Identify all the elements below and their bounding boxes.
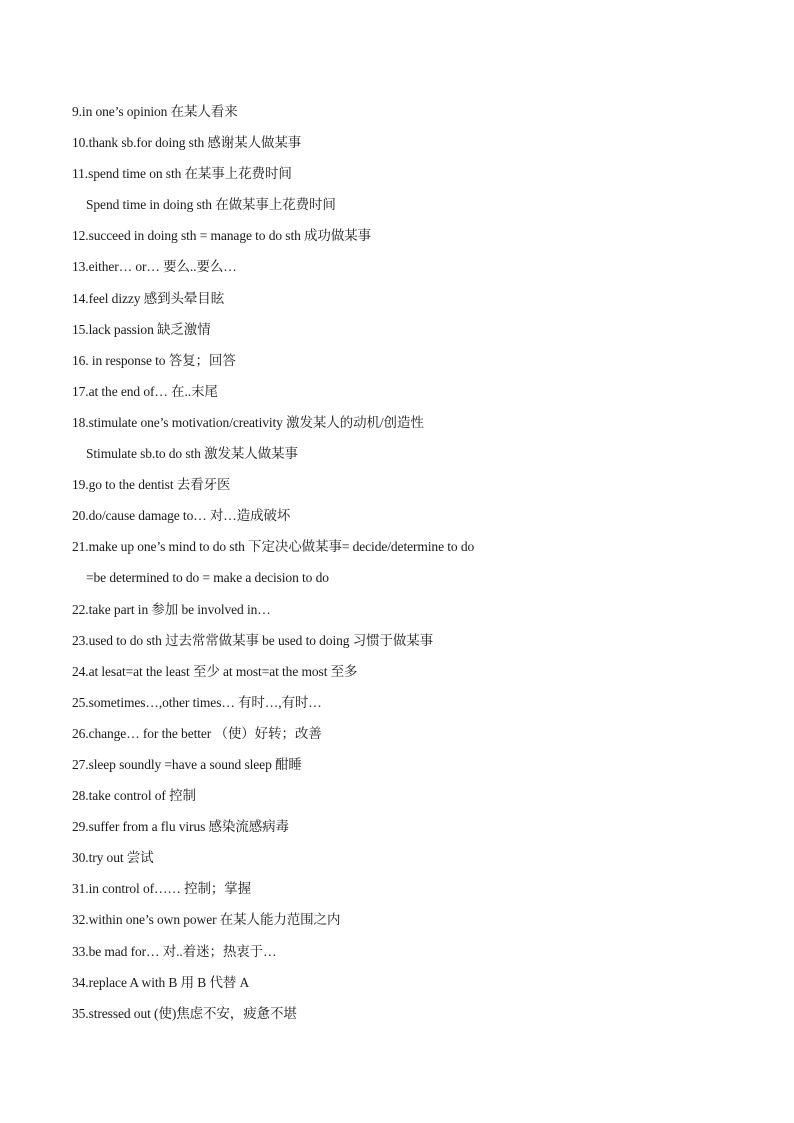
phrase-list [72,102,752,1035]
phrase-line: 31.in control of…… 控制；掌握 [72,881,252,897]
phrase-line: 28.take control of 控制 [72,788,196,804]
phrase-line: 35.stressed out (使)焦虑不安，疲惫不堪 [72,1005,297,1021]
phrase-line: 17.at the end of… 在..末尾 [72,383,218,399]
phrase-line: 34.replace A with B 用 B 代替 A [72,974,250,990]
phrase-line: 12.succeed in doing sth = manage to do sth 成功做某事 [72,228,372,244]
phrase-line: 14.feel dizzy 感到头晕目眩 [72,290,225,306]
phrase-line: 29.suffer from a flu virus 感染流感病毒 [72,819,289,835]
phrase-line: 33.be mad for… 对..着迷；热衷于… [72,943,277,959]
phrase-line-continuation: =be determined to do = make a decision to do [86,570,329,586]
phrase-line: 20.do/cause damage to… 对…造成破坏 [72,508,291,524]
phrase-line: 24.at lesat=at the least 至少 at most=at the most 至多 [72,663,358,679]
phrase-line: 18.stimulate one’s motivation/creativity 激发某人的动机/创造性 [72,414,424,430]
phrase-line: 13.either… or… 要么..要么… [72,259,237,275]
phrase-line: 27.sleep soundly =have a sound sleep 酣睡 [72,756,302,772]
phrase-line: 11.spend time on sth 在某事上花费时间 [72,166,292,182]
phrase-line: 32.within one’s own power 在某人能力范围之内 [72,912,341,928]
phrase-line: 21.make up one’s mind to do sth 下定决心做某事= decide/determine to do [72,539,475,555]
phrase-line-continuation: Stimulate sb.to do sth 激发某人做某事 [86,446,298,462]
phrase-line: 16. in response to 答复；回答 [72,352,236,368]
phrase-line: 10.thank sb.for doing sth 感谢某人做某事 [72,135,302,151]
phrase-line: 15.lack passion 缺乏激情 [72,321,211,337]
phrase-line: 23.used to do sth 过去常常做某事 be used to doing 习惯于做某事 [72,632,434,648]
phrase-line-continuation: Spend time in doing sth 在做某事上花费时间 [86,197,336,213]
phrase-line: 25.sometimes…,other times… 有时…,有时… [72,694,322,710]
phrase-line: 26.change… for the better （使）好转；改善 [72,725,322,741]
phrase-line: 19.go to the dentist 去看牙医 [72,477,231,493]
phrase-line: 9.in one’s opinion 在某人看来 [72,104,238,119]
phrase-line: 30.try out 尝试 [72,850,154,866]
phrase-line: 22.take part in 参加 be involved in… [72,601,271,617]
